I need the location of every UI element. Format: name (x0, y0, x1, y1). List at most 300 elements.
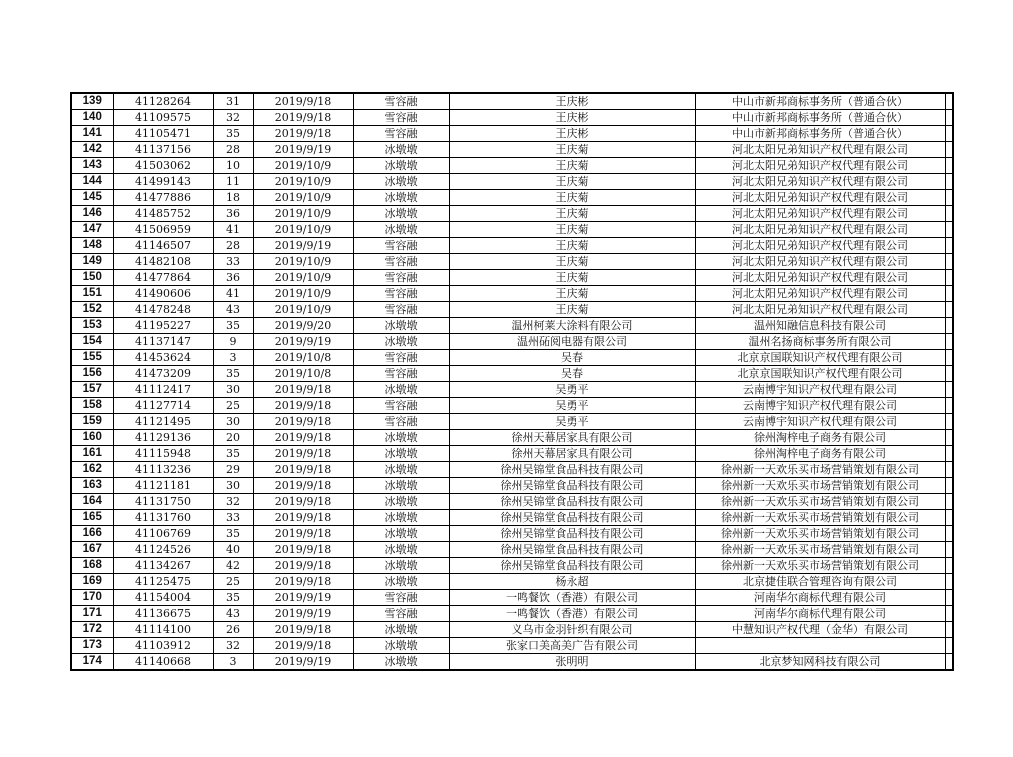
table-row (71, 142, 953, 158)
class-number-cell: 3 (213, 654, 253, 671)
table-row (71, 590, 953, 606)
table-row (71, 222, 953, 238)
agency-cell: 北京京国联知识产权代理有限公司 (695, 366, 945, 382)
applicant-cell: 王庆菊 (449, 222, 695, 238)
row-number-cell: 151 (71, 286, 113, 302)
row-number-cell: 141 (71, 126, 113, 142)
class-number-cell: 35 (213, 590, 253, 606)
spacer-cell (945, 190, 953, 206)
class-number-cell: 26 (213, 622, 253, 638)
spacer-cell (945, 93, 953, 110)
trademark-name-cell: 冰墩墩 (353, 334, 449, 350)
agency-cell: 徐州新一天欢乐买市场营销策划有限公司 (695, 526, 945, 542)
row-number-cell: 143 (71, 158, 113, 174)
filing-date-cell: 2019/9/18 (253, 478, 353, 494)
row-number-cell: 140 (71, 110, 113, 126)
spacer-cell (945, 430, 953, 446)
agency-cell: 温州知融信息科技有限公司 (695, 318, 945, 334)
class-number-cell: 35 (213, 318, 253, 334)
class-number-cell: 25 (213, 574, 253, 590)
spacer-cell (945, 110, 953, 126)
application-number-cell: 41103912 (113, 638, 213, 654)
trademark-name-cell: 冰墩墩 (353, 574, 449, 590)
agency-cell: 中山市新邦商标事务所（普通合伙） (695, 110, 945, 126)
filing-date-cell: 2019/10/9 (253, 190, 353, 206)
application-number-cell: 41490606 (113, 286, 213, 302)
row-number-cell: 170 (71, 590, 113, 606)
table-row (71, 430, 953, 446)
application-number-cell: 41106769 (113, 526, 213, 542)
applicant-cell: 吴春 (449, 350, 695, 366)
agency-cell: 河北太阳兄弟知识产权代理有限公司 (695, 206, 945, 222)
class-number-cell: 3 (213, 350, 253, 366)
filing-date-cell: 2019/10/8 (253, 350, 353, 366)
row-number-cell: 147 (71, 222, 113, 238)
agency-cell: 河南华尔商标代理有限公司 (695, 606, 945, 622)
application-number-cell: 41195227 (113, 318, 213, 334)
agency-cell: 徐州新一天欢乐买市场营销策划有限公司 (695, 558, 945, 574)
applicant-cell: 徐州吴锦堂食品科技有限公司 (449, 478, 695, 494)
row-number-cell: 150 (71, 270, 113, 286)
filing-date-cell: 2019/9/18 (253, 446, 353, 462)
table-row (71, 542, 953, 558)
class-number-cell: 28 (213, 142, 253, 158)
filing-date-cell: 2019/10/9 (253, 206, 353, 222)
spacer-cell (945, 286, 953, 302)
filing-date-cell: 2019/9/18 (253, 526, 353, 542)
applicant-cell: 王庆菊 (449, 286, 695, 302)
filing-date-cell: 2019/9/19 (253, 606, 353, 622)
filing-date-cell: 2019/9/19 (253, 142, 353, 158)
application-number-cell: 41131760 (113, 510, 213, 526)
filing-date-cell: 2019/9/18 (253, 430, 353, 446)
row-number-cell: 160 (71, 430, 113, 446)
table-row (71, 93, 953, 110)
table-row (71, 446, 953, 462)
application-number-cell: 41506959 (113, 222, 213, 238)
filing-date-cell: 2019/9/18 (253, 494, 353, 510)
application-number-cell: 41137156 (113, 142, 213, 158)
agency-cell: 徐州淘梓电子商务有限公司 (695, 446, 945, 462)
class-number-cell: 41 (213, 222, 253, 238)
spacer-cell (945, 590, 953, 606)
filing-date-cell: 2019/10/9 (253, 286, 353, 302)
trademark-name-cell: 雪容融 (353, 414, 449, 430)
trademark-name-cell: 雪容融 (353, 110, 449, 126)
trademark-name-cell: 雪容融 (353, 398, 449, 414)
applicant-cell: 王庆菊 (449, 254, 695, 270)
trademark-name-cell: 冰墩墩 (353, 510, 449, 526)
trademark-name-cell: 冰墩墩 (353, 206, 449, 222)
spacer-cell (945, 126, 953, 142)
row-number-cell: 146 (71, 206, 113, 222)
spacer-cell (945, 526, 953, 542)
trademark-name-cell: 雪容融 (353, 350, 449, 366)
spacer-cell (945, 622, 953, 638)
application-number-cell: 41125475 (113, 574, 213, 590)
table-row (71, 318, 953, 334)
class-number-cell: 36 (213, 270, 253, 286)
spacer-cell (945, 574, 953, 590)
application-number-cell: 41136675 (113, 606, 213, 622)
table-row (71, 366, 953, 382)
row-number-cell: 173 (71, 638, 113, 654)
agency-cell: 徐州新一天欢乐买市场营销策划有限公司 (695, 542, 945, 558)
agency-cell: 云南博宇知识产权代理有限公司 (695, 414, 945, 430)
row-number-cell: 149 (71, 254, 113, 270)
table-row (71, 654, 953, 671)
table-row (71, 606, 953, 622)
row-number-cell: 152 (71, 302, 113, 318)
agency-cell: 徐州新一天欢乐买市场营销策划有限公司 (695, 462, 945, 478)
row-number-cell: 144 (71, 174, 113, 190)
spacer-cell (945, 334, 953, 350)
trademark-table (70, 92, 954, 671)
filing-date-cell: 2019/10/9 (253, 302, 353, 318)
filing-date-cell: 2019/9/18 (253, 542, 353, 558)
agency-cell: 中山市新邦商标事务所（普通合伙） (695, 93, 945, 110)
table-row (71, 622, 953, 638)
row-number-cell: 157 (71, 382, 113, 398)
class-number-cell: 11 (213, 174, 253, 190)
applicant-cell: 一鸣餐饮（香港）有限公司 (449, 590, 695, 606)
trademark-name-cell: 冰墩墩 (353, 174, 449, 190)
agency-cell: 徐州淘梓电子商务有限公司 (695, 430, 945, 446)
applicant-cell: 王庆彬 (449, 110, 695, 126)
filing-date-cell: 2019/9/19 (253, 334, 353, 350)
spacer-cell (945, 398, 953, 414)
trademark-name-cell: 冰墩墩 (353, 318, 449, 334)
spacer-cell (945, 382, 953, 398)
row-number-cell: 145 (71, 190, 113, 206)
agency-cell: 河北太阳兄弟知识产权代理有限公司 (695, 270, 945, 286)
row-number-cell: 172 (71, 622, 113, 638)
applicant-cell: 王庆菊 (449, 238, 695, 254)
applicant-cell: 吴勇平 (449, 382, 695, 398)
application-number-cell: 41128264 (113, 93, 213, 110)
application-number-cell: 41105471 (113, 126, 213, 142)
row-number-cell: 142 (71, 142, 113, 158)
row-number-cell: 162 (71, 462, 113, 478)
spacer-cell (945, 558, 953, 574)
agency-cell: 河北太阳兄弟知识产权代理有限公司 (695, 254, 945, 270)
applicant-cell: 义乌市金羽针织有限公司 (449, 622, 695, 638)
spacer-cell (945, 654, 953, 671)
applicant-cell: 吴勇平 (449, 414, 695, 430)
trademark-name-cell: 冰墩墩 (353, 462, 449, 478)
agency-cell: 河北太阳兄弟知识产权代理有限公司 (695, 174, 945, 190)
applicant-cell: 徐州吴锦堂食品科技有限公司 (449, 542, 695, 558)
row-number-cell: 156 (71, 366, 113, 382)
filing-date-cell: 2019/9/18 (253, 110, 353, 126)
application-number-cell: 41112417 (113, 382, 213, 398)
row-number-cell: 168 (71, 558, 113, 574)
agency-cell: 温州名扬商标事务所有限公司 (695, 334, 945, 350)
trademark-name-cell: 雪容融 (353, 590, 449, 606)
filing-date-cell: 2019/9/20 (253, 318, 353, 334)
trademark-name-cell: 雪容融 (353, 238, 449, 254)
applicant-cell: 王庆菊 (449, 270, 695, 286)
filing-date-cell: 2019/9/18 (253, 93, 353, 110)
filing-date-cell: 2019/9/18 (253, 126, 353, 142)
applicant-cell: 王庆菊 (449, 174, 695, 190)
spacer-cell (945, 462, 953, 478)
table-body (71, 93, 953, 670)
table-row (71, 126, 953, 142)
application-number-cell: 41478248 (113, 302, 213, 318)
applicant-cell: 温州柯莱大涂料有限公司 (449, 318, 695, 334)
applicant-cell: 徐州吴锦堂食品科技有限公司 (449, 494, 695, 510)
applicant-cell: 张明明 (449, 654, 695, 671)
spacer-cell (945, 142, 953, 158)
table-row (71, 478, 953, 494)
table-row (71, 574, 953, 590)
spacer-cell (945, 366, 953, 382)
spacer-cell (945, 542, 953, 558)
row-number-cell: 158 (71, 398, 113, 414)
row-number-cell: 174 (71, 654, 113, 671)
agency-cell: 云南博宇知识产权代理有限公司 (695, 382, 945, 398)
spacer-cell (945, 238, 953, 254)
row-number-cell: 165 (71, 510, 113, 526)
agency-cell: 中慧知识产权代理（金华）有限公司 (695, 622, 945, 638)
table-row (71, 638, 953, 654)
trademark-name-cell: 冰墩墩 (353, 494, 449, 510)
applicant-cell: 吴春 (449, 366, 695, 382)
class-number-cell: 43 (213, 606, 253, 622)
spacer-cell (945, 350, 953, 366)
spacer-cell (945, 414, 953, 430)
class-number-cell: 31 (213, 93, 253, 110)
row-number-cell: 153 (71, 318, 113, 334)
agency-cell (695, 638, 945, 654)
class-number-cell: 35 (213, 446, 253, 462)
class-number-cell: 42 (213, 558, 253, 574)
spacer-cell (945, 302, 953, 318)
class-number-cell: 30 (213, 382, 253, 398)
applicant-cell: 王庆彬 (449, 126, 695, 142)
agency-cell: 徐州新一天欢乐买市场营销策划有限公司 (695, 494, 945, 510)
table-row (71, 174, 953, 190)
table-row (71, 270, 953, 286)
class-number-cell: 18 (213, 190, 253, 206)
agency-cell: 河北太阳兄弟知识产权代理有限公司 (695, 238, 945, 254)
agency-cell: 河北太阳兄弟知识产权代理有限公司 (695, 222, 945, 238)
application-number-cell: 41477864 (113, 270, 213, 286)
application-number-cell: 41115948 (113, 446, 213, 462)
filing-date-cell: 2019/9/19 (253, 590, 353, 606)
class-number-cell: 29 (213, 462, 253, 478)
applicant-cell: 张家口美高美广告有限公司 (449, 638, 695, 654)
class-number-cell: 43 (213, 302, 253, 318)
filing-date-cell: 2019/10/9 (253, 254, 353, 270)
agency-cell: 徐州新一天欢乐买市场营销策划有限公司 (695, 478, 945, 494)
applicant-cell: 徐州天幕居家具有限公司 (449, 446, 695, 462)
agency-cell: 北京梦知网科技有限公司 (695, 654, 945, 671)
trademark-name-cell: 冰墩墩 (353, 654, 449, 671)
row-number-cell: 171 (71, 606, 113, 622)
spacer-cell (945, 478, 953, 494)
application-number-cell: 41127714 (113, 398, 213, 414)
application-number-cell: 41131750 (113, 494, 213, 510)
applicant-cell: 王庆菊 (449, 158, 695, 174)
table-row (71, 302, 953, 318)
filing-date-cell: 2019/10/9 (253, 158, 353, 174)
filing-date-cell: 2019/9/18 (253, 638, 353, 654)
table-row (71, 158, 953, 174)
applicant-cell: 吴勇平 (449, 398, 695, 414)
table-row (71, 206, 953, 222)
trademark-name-cell: 雪容融 (353, 286, 449, 302)
application-number-cell: 41473209 (113, 366, 213, 382)
row-number-cell: 166 (71, 526, 113, 542)
filing-date-cell: 2019/10/9 (253, 222, 353, 238)
applicant-cell: 王庆菊 (449, 302, 695, 318)
trademark-name-cell: 冰墩墩 (353, 542, 449, 558)
row-number-cell: 161 (71, 446, 113, 462)
class-number-cell: 35 (213, 126, 253, 142)
trademark-name-cell: 雪容融 (353, 270, 449, 286)
table-row (71, 494, 953, 510)
application-number-cell: 41109575 (113, 110, 213, 126)
trademark-name-cell: 雪容融 (353, 302, 449, 318)
applicant-cell: 徐州吴锦堂食品科技有限公司 (449, 526, 695, 542)
table-row (71, 254, 953, 270)
filing-date-cell: 2019/9/18 (253, 382, 353, 398)
trademark-name-cell: 冰墩墩 (353, 638, 449, 654)
table-row (71, 414, 953, 430)
class-number-cell: 35 (213, 526, 253, 542)
class-number-cell: 33 (213, 510, 253, 526)
class-number-cell: 40 (213, 542, 253, 558)
class-number-cell: 10 (213, 158, 253, 174)
class-number-cell: 30 (213, 478, 253, 494)
applicant-cell: 王庆菊 (449, 142, 695, 158)
trademark-name-cell: 冰墩墩 (353, 430, 449, 446)
spacer-cell (945, 270, 953, 286)
class-number-cell: 33 (213, 254, 253, 270)
application-number-cell: 41485752 (113, 206, 213, 222)
application-number-cell: 41140668 (113, 654, 213, 671)
filing-date-cell: 2019/9/18 (253, 414, 353, 430)
applicant-cell: 徐州天幕居家具有限公司 (449, 430, 695, 446)
application-number-cell: 41114100 (113, 622, 213, 638)
row-number-cell: 155 (71, 350, 113, 366)
table-row (71, 334, 953, 350)
spacer-cell (945, 174, 953, 190)
applicant-cell: 王庆菊 (449, 206, 695, 222)
spacer-cell (945, 446, 953, 462)
filing-date-cell: 2019/9/18 (253, 558, 353, 574)
row-number-cell: 169 (71, 574, 113, 590)
row-number-cell: 163 (71, 478, 113, 494)
filing-date-cell: 2019/9/18 (253, 622, 353, 638)
spacer-cell (945, 510, 953, 526)
trademark-name-cell: 雪容融 (353, 366, 449, 382)
table-row (71, 110, 953, 126)
row-number-cell: 159 (71, 414, 113, 430)
trademark-name-cell: 冰墩墩 (353, 382, 449, 398)
trademark-name-cell: 冰墩墩 (353, 190, 449, 206)
trademark-name-cell: 冰墩墩 (353, 158, 449, 174)
class-number-cell: 35 (213, 366, 253, 382)
application-number-cell: 41503062 (113, 158, 213, 174)
agency-cell: 河北太阳兄弟知识产权代理有限公司 (695, 302, 945, 318)
table-row (71, 382, 953, 398)
trademark-name-cell: 雪容融 (353, 126, 449, 142)
application-number-cell: 41499143 (113, 174, 213, 190)
filing-date-cell: 2019/10/8 (253, 366, 353, 382)
trademark-name-cell: 冰墩墩 (353, 622, 449, 638)
application-number-cell: 41134267 (113, 558, 213, 574)
agency-cell: 河北太阳兄弟知识产权代理有限公司 (695, 158, 945, 174)
table-row (71, 398, 953, 414)
class-number-cell: 32 (213, 110, 253, 126)
row-number-cell: 154 (71, 334, 113, 350)
class-number-cell: 28 (213, 238, 253, 254)
filing-date-cell: 2019/9/18 (253, 510, 353, 526)
application-number-cell: 41482108 (113, 254, 213, 270)
agency-cell: 北京捷佳联合管理咨询有限公司 (695, 574, 945, 590)
trademark-name-cell: 冰墩墩 (353, 526, 449, 542)
application-number-cell: 41113236 (113, 462, 213, 478)
applicant-cell: 徐州吴锦堂食品科技有限公司 (449, 510, 695, 526)
applicant-cell: 一鸣餐饮（香港）有限公司 (449, 606, 695, 622)
agency-cell: 云南博宇知识产权代理有限公司 (695, 398, 945, 414)
application-number-cell: 41146507 (113, 238, 213, 254)
table-row (71, 190, 953, 206)
spacer-cell (945, 606, 953, 622)
class-number-cell: 25 (213, 398, 253, 414)
table-row (71, 526, 953, 542)
spacer-cell (945, 494, 953, 510)
applicant-cell: 王庆菊 (449, 190, 695, 206)
applicant-cell: 温州砳阅电器有限公司 (449, 334, 695, 350)
agency-cell: 中山市新邦商标事务所（普通合伙） (695, 126, 945, 142)
class-number-cell: 32 (213, 638, 253, 654)
spacer-cell (945, 318, 953, 334)
application-number-cell: 41124526 (113, 542, 213, 558)
class-number-cell: 20 (213, 430, 253, 446)
trademark-name-cell: 冰墩墩 (353, 478, 449, 494)
filing-date-cell: 2019/9/19 (253, 238, 353, 254)
spacer-cell (945, 222, 953, 238)
applicant-cell: 徐州吴锦堂食品科技有限公司 (449, 462, 695, 478)
application-number-cell: 41154004 (113, 590, 213, 606)
class-number-cell: 41 (213, 286, 253, 302)
trademark-name-cell: 雪容融 (353, 606, 449, 622)
row-number-cell: 167 (71, 542, 113, 558)
table-row (71, 558, 953, 574)
agency-cell: 徐州新一天欢乐买市场营销策划有限公司 (695, 510, 945, 526)
agency-cell: 北京京国联知识产权代理有限公司 (695, 350, 945, 366)
spacer-cell (945, 638, 953, 654)
filing-date-cell: 2019/9/18 (253, 574, 353, 590)
row-number-cell: 139 (71, 93, 113, 110)
application-number-cell: 41477886 (113, 190, 213, 206)
table-row (71, 462, 953, 478)
trademark-name-cell: 雪容融 (353, 254, 449, 270)
applicant-cell: 杨永超 (449, 574, 695, 590)
agency-cell: 河北太阳兄弟知识产权代理有限公司 (695, 190, 945, 206)
table-row (71, 286, 953, 302)
table-row (71, 350, 953, 366)
table-row (71, 510, 953, 526)
application-number-cell: 41453624 (113, 350, 213, 366)
filing-date-cell: 2019/10/9 (253, 174, 353, 190)
trademark-name-cell: 雪容融 (353, 93, 449, 110)
application-number-cell: 41121181 (113, 478, 213, 494)
